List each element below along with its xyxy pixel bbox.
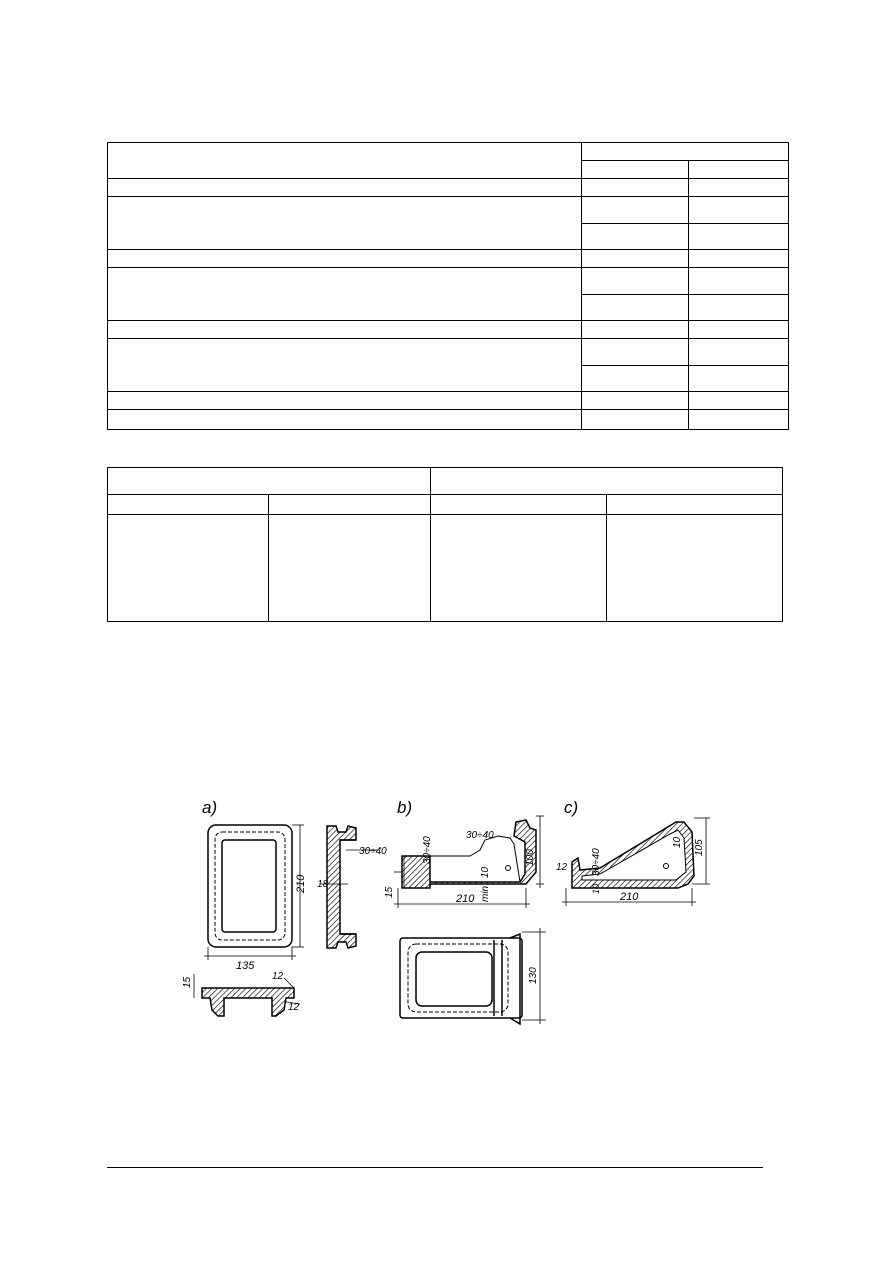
table-1 xyxy=(107,142,789,430)
dim-c-10-bottom: 10 xyxy=(591,883,601,894)
table-2-subheader-cell xyxy=(607,495,783,515)
table-2-subheader-cell xyxy=(108,495,269,515)
table-2-subheader-cell xyxy=(431,495,607,515)
panel-a-drawing xyxy=(182,798,387,1016)
dim-b-210: 210 xyxy=(456,893,475,905)
dim-a-135: 135 xyxy=(236,960,255,972)
table-2-header-cell xyxy=(431,468,783,495)
dim-b-min: min xyxy=(480,885,491,902)
table-row xyxy=(108,197,789,224)
dim-a-210: 210 xyxy=(295,874,307,893)
panel-c-drawing xyxy=(556,798,710,906)
footer-rule xyxy=(107,1167,763,1168)
dim-a-30-40: 30÷40 xyxy=(359,846,387,857)
table-1-header-cell xyxy=(108,143,582,179)
dim-a-12-top: 12 xyxy=(272,971,284,982)
table-row xyxy=(108,321,789,339)
table-1-subheader-cell xyxy=(689,161,789,179)
table-row xyxy=(108,179,789,197)
table-row xyxy=(108,410,789,430)
table-2-subheader-cell xyxy=(269,495,431,515)
dim-a-18: 18 xyxy=(317,879,329,890)
dim-c-30-40: 30÷40 xyxy=(591,848,602,876)
table-1-subheader-cell xyxy=(582,161,689,179)
dim-a-12-right: 12 xyxy=(288,1002,300,1013)
panel-c-label: c) xyxy=(564,798,579,817)
dim-c-12: 12 xyxy=(556,862,568,873)
table-row xyxy=(108,339,789,366)
dim-c-105: 105 xyxy=(694,839,705,856)
brick-shapes-figure xyxy=(180,788,720,1028)
dim-c-210: 210 xyxy=(620,891,639,903)
panel-b-drawing xyxy=(384,798,546,1024)
dim-a-15: 15 xyxy=(182,976,193,988)
dim-c-10-top: 10 xyxy=(672,836,683,848)
table-row xyxy=(108,250,789,268)
dim-b-130: 130 xyxy=(528,967,539,984)
table-1-header-cell xyxy=(582,143,789,161)
table-row xyxy=(108,515,783,622)
table-row xyxy=(108,268,789,295)
panel-a-label: a) xyxy=(202,798,218,817)
table-row xyxy=(108,392,789,410)
table-2 xyxy=(107,467,783,622)
dim-b-30-40-top: 30÷40 xyxy=(466,830,494,841)
table-2-header-cell xyxy=(108,468,431,495)
dim-b-10: 10 xyxy=(480,866,491,878)
panel-b-label: b) xyxy=(397,798,413,817)
dim-b-30-40-left: 30÷40 xyxy=(422,836,433,864)
dim-b-100: 100 xyxy=(525,849,536,866)
dim-b-15: 15 xyxy=(384,886,395,898)
